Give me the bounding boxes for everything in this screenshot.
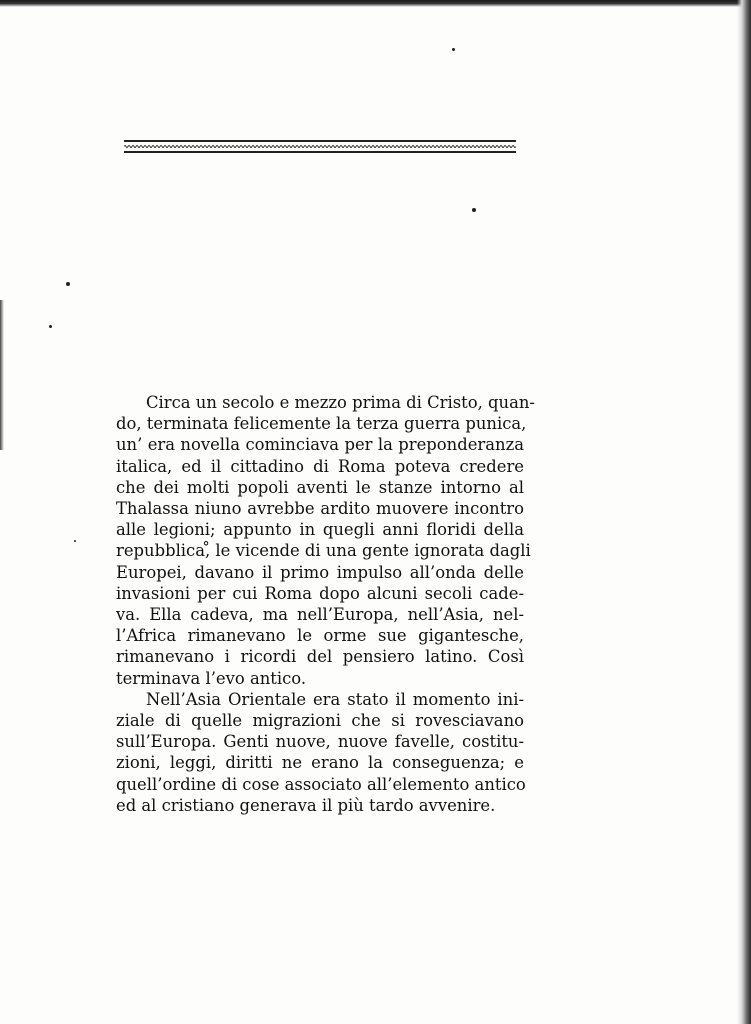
scan-right-edge [737, 0, 751, 1024]
text-line: che dei molti popoli aventi le stanze intorno al [116, 477, 524, 497]
scan-speck [66, 282, 70, 286]
scan-top-edge [0, 0, 751, 7]
text-line: va. Ella cadeva, ma nell’Europa, nell’Asia, nel- [116, 605, 524, 625]
text-line: rimanevano i ricordi del pensiero latino. Così [116, 647, 524, 667]
text-line: terminava l’evo antico. [116, 668, 307, 688]
text-line: Thalassa niuno avrebbe ardito muovere incontro [116, 499, 524, 519]
scan-speck [49, 325, 52, 328]
ornament-wave-band [124, 144, 516, 149]
body-text [116, 392, 535, 816]
text-line: italica, ed il cittadino di Roma poteva credere [116, 456, 524, 476]
text-line: sull’Europa. Genti nuove, nuove favelle, costitu- [116, 732, 524, 752]
text-line: un’ era novella cominciava per la preponderanza [116, 435, 524, 455]
text-line: ziale di quelle migrazioni che si rovesciavano [116, 711, 524, 731]
text-line: invasioni per cui Roma dopo alcuni secoli cade- [116, 583, 524, 603]
text-line: zioni, leggi, diritti ne erano la conseguenza; e [116, 753, 524, 773]
text-line: Circa un secolo e mezzo prima di Cristo, quan- [146, 393, 535, 412]
text-line: quell’ordine di cose associato all’elemento antico [116, 774, 526, 794]
header-ornament [124, 140, 516, 154]
text-line: repubblica,̊ le vicende di una gente ignorata dagli [116, 541, 531, 561]
paragraph-1 [116, 392, 535, 689]
ornament-bottom-rule [124, 151, 516, 153]
text-line: ed al cristiano generava il più tardo avvenire. [116, 795, 496, 815]
text-line: alle legioni; appunto in quegli anni floridi della [116, 520, 524, 540]
text-line: do, terminata felicemente la terza guerra punica, [116, 414, 527, 434]
scan-speck [452, 48, 455, 51]
text-line: l’Africa rimanevano le orme sue gigantesche, [116, 626, 524, 646]
scan-speck [74, 540, 76, 542]
text-line: Europei, davano il primo impulso all’onda delle [116, 562, 524, 582]
text-line: Nell’Asia Orientale era stato il momento ini- [146, 689, 524, 709]
scan-speck [472, 208, 476, 212]
paragraph-2 [116, 689, 524, 816]
ornament-top-rule [124, 140, 516, 142]
scan-left-edge [0, 300, 4, 450]
